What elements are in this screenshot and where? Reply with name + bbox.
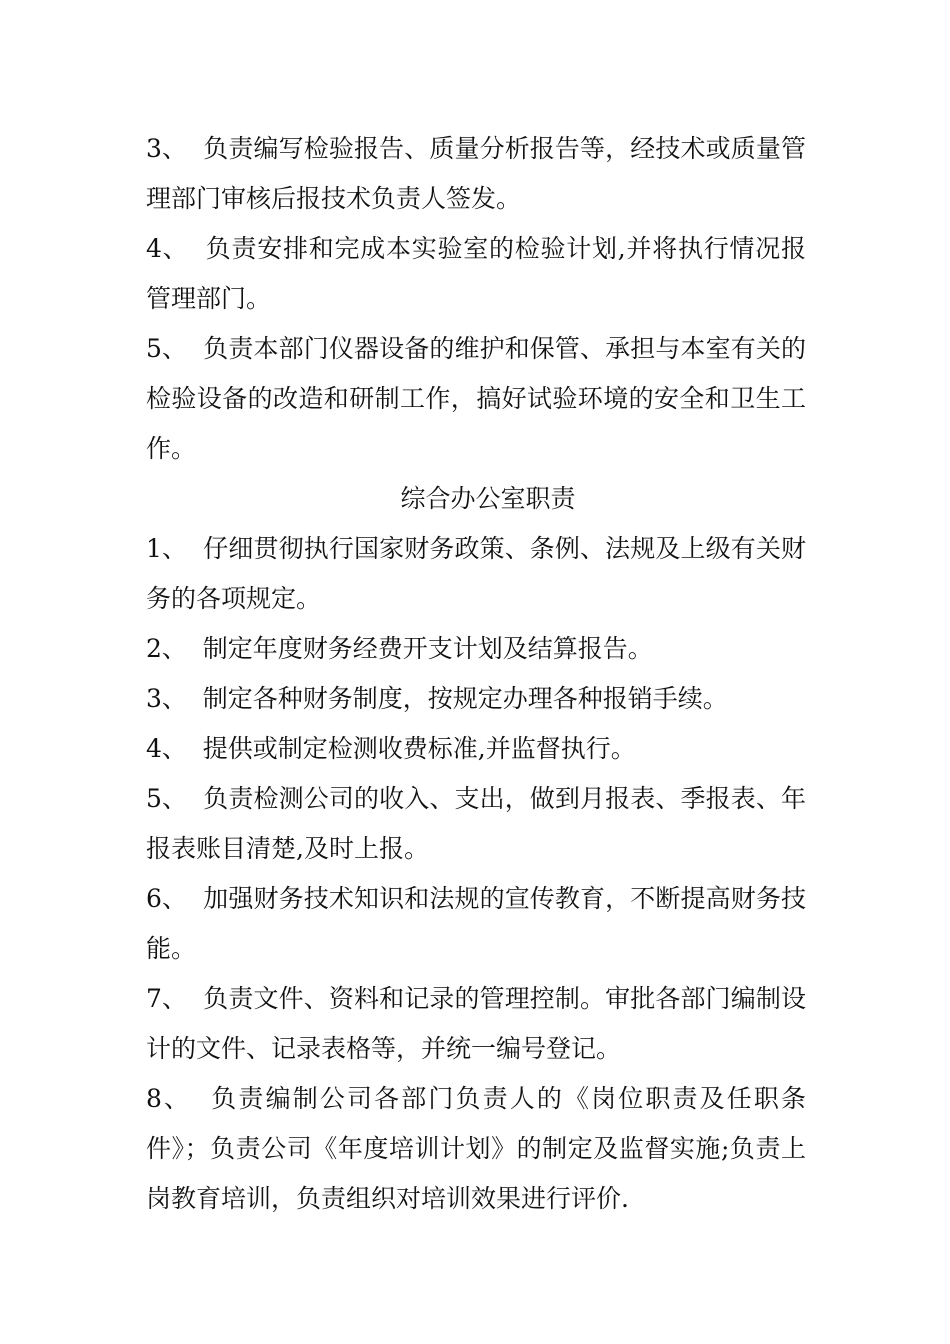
document-body — [146, 124, 806, 1224]
office-duty-item: 5、 负责检测公司的收入、支出，做到月报表、季报表、年报表账目清楚,及时上报。 — [146, 784, 806, 863]
office-duty-item: 2、 制定年度财务经费开支计划及结算报告。 — [146, 634, 653, 663]
office-duty-item: 6、 加强财务技术知识和法规的宣传教育，不断提高财务技能。 — [146, 884, 806, 963]
office-duty-item: 8、 负责编制公司各部门负责人的《岗位职责及任职条件》；负责公司《年度培训计划》的制定及监督实施;负责上岗教育培训，负责组织对培训效果进行评价. — [146, 1084, 806, 1213]
lab-duty-item: 3、 负责编写检验报告、质量分析报告等，经技术或质量管理部门审核后报技术负责人签发。 — [146, 134, 806, 213]
lab-duty-item: 5、 负责本部门仪器设备的维护和保管、承担与本室有关的检验设备的改造和研制工作，搞好试验环境的安全和卫生工作。 — [146, 334, 806, 463]
office-duty-item: 3、 制定各种财务制度，按规定办理各种报销手续。 — [146, 684, 728, 713]
office-duty-item: 4、 提供或制定检测收费标准,并监督执行。 — [146, 734, 636, 763]
section-title: 综合办公室职责 — [400, 484, 576, 513]
lab-duty-item: 4、 负责安排和完成本实验室的检验计划,并将执行情况报管理部门。 — [146, 234, 806, 313]
office-duty-item: 1、 仔细贯彻执行国家财务政策、条例、法规及上级有关财务的各项规定。 — [146, 534, 806, 613]
office-duty-item: 7、 负责文件、资料和记录的管理控制。审批各部门编制设计的文件、记录表格等，并统一编号登记。 — [146, 984, 806, 1063]
